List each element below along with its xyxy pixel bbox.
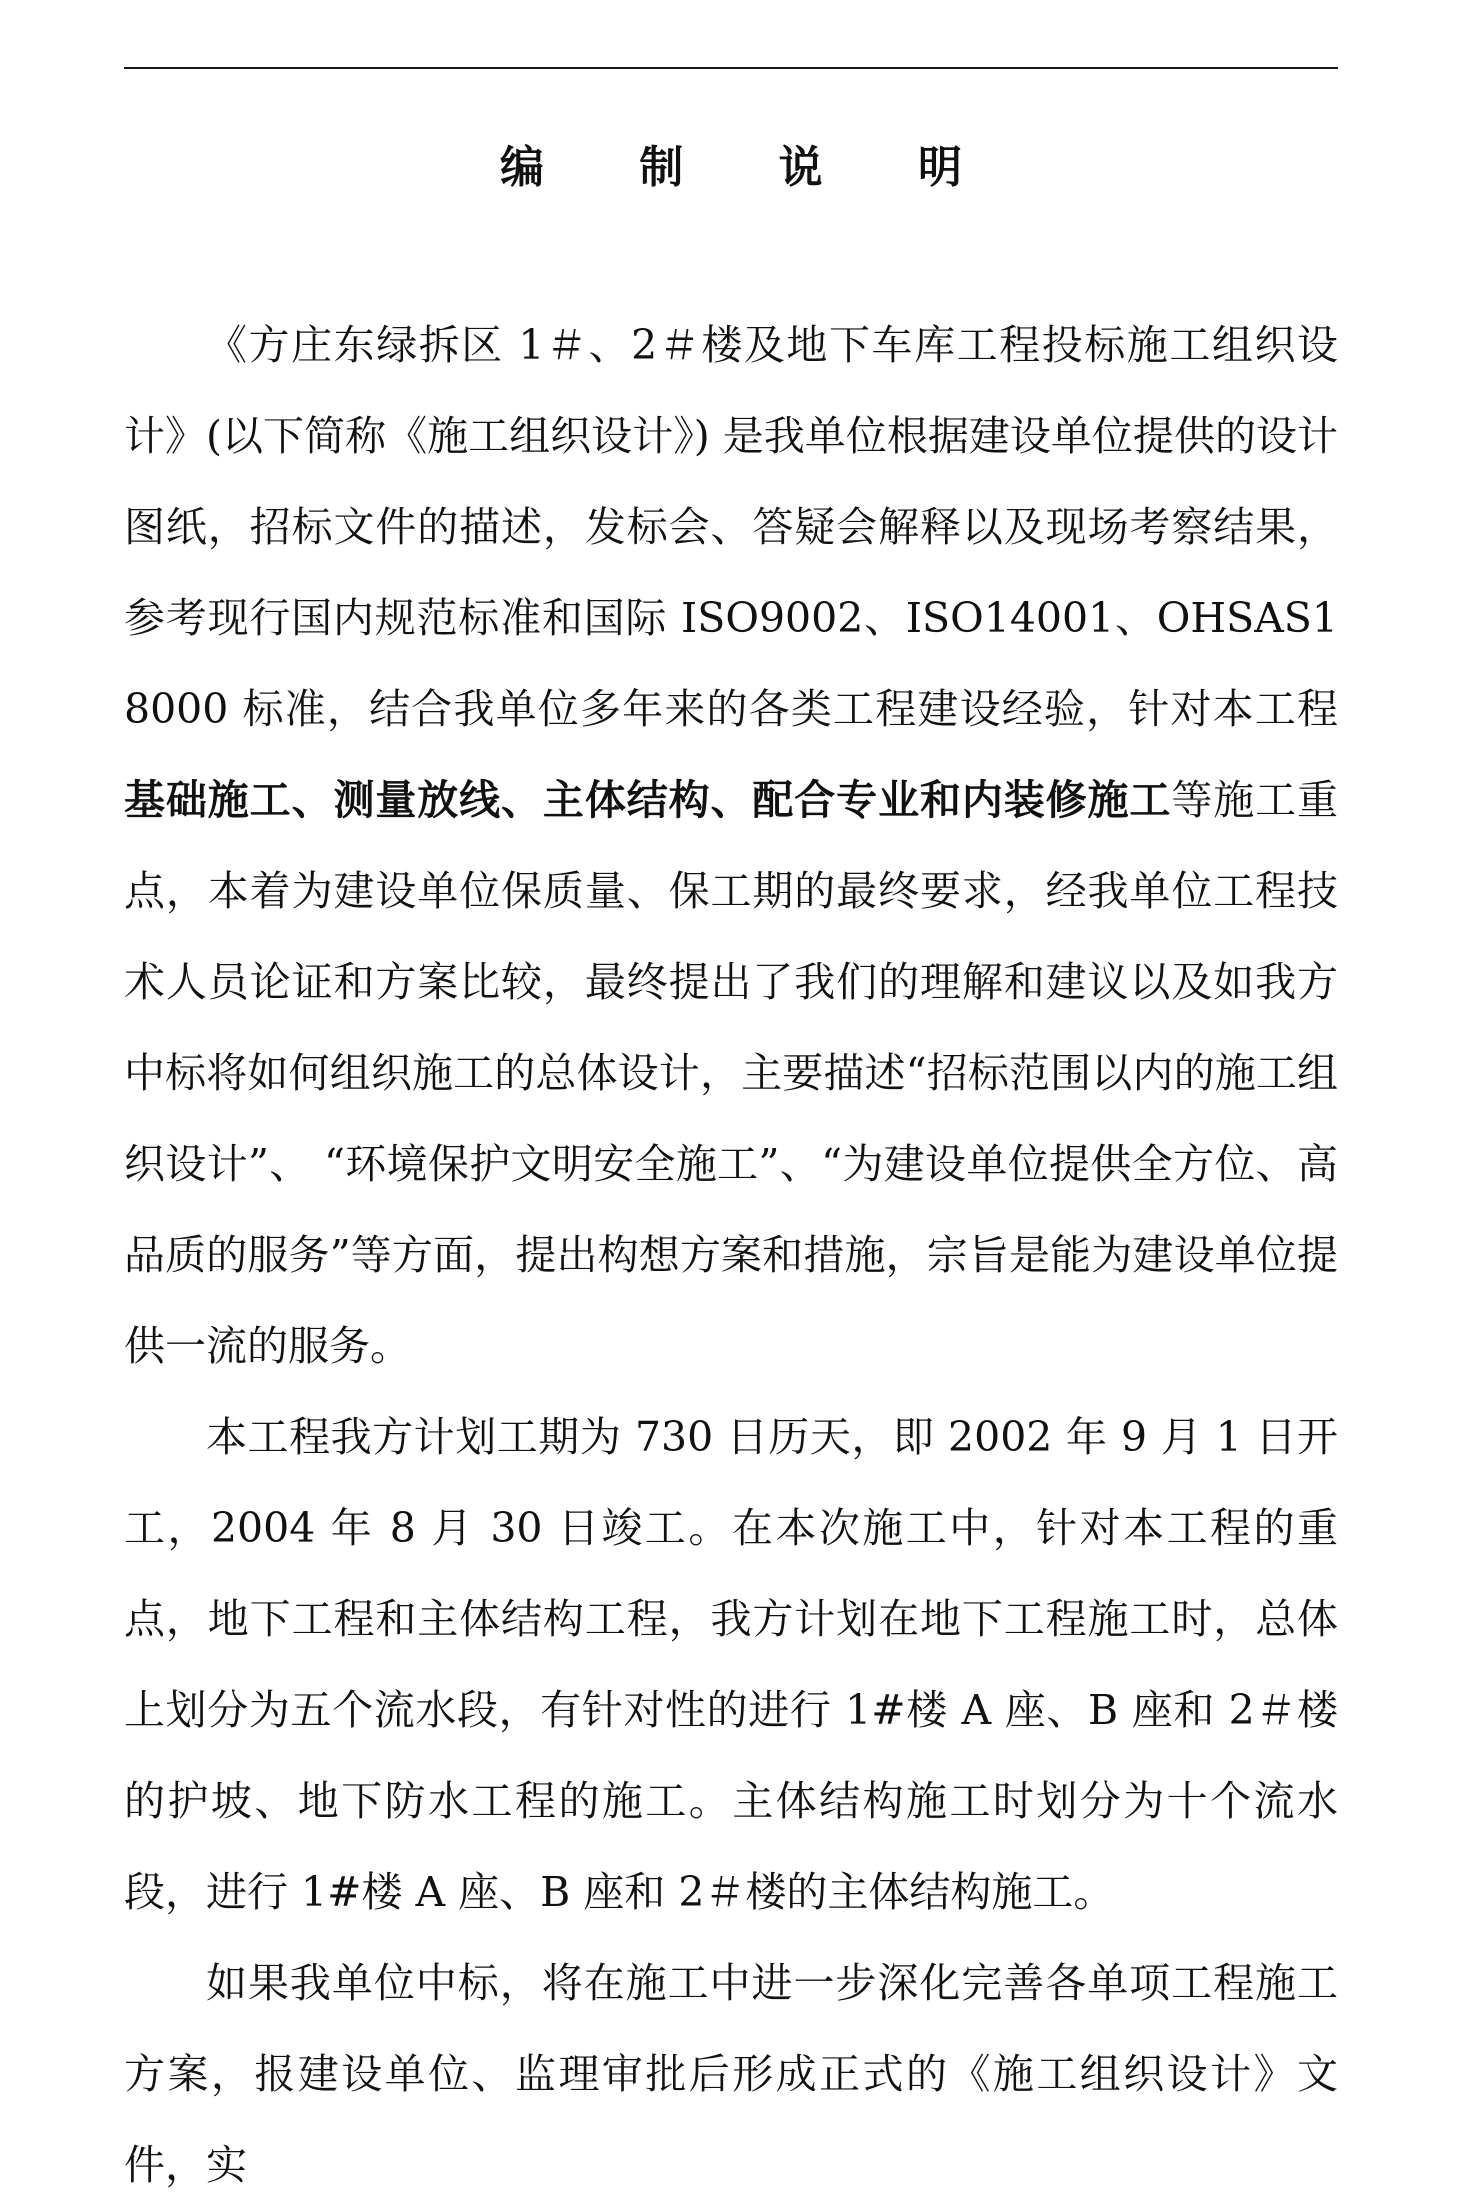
- header-rule: [124, 67, 1338, 69]
- page-title: 编 制 说 明: [500, 142, 1002, 193]
- paragraph-schedule: 本工程我方计划工期为 730 日历天，即 2002 年 9 月 1 日开工，2004 年 8 月 30 日竣工。在本次施工中，针对本工程的重点，地下工程和主体结构工程，我方计划在地下工程施工时，总体上划分为五个流水段，有针对性的进行 1#楼 A 座、B 座和 2＃楼的护坡、地下防水工程的施工。主体结构施工时划分为十个流水段，进行 1#楼 A 座、B 座和 2＃楼的主体结构施工。: [124, 1413, 1338, 1916]
- paragraph-intro-text-1: 《方庄东绿拆区 1＃、2＃楼及地下车库工程投标施工组织设计》(以下简称《施工组织设计》) 是我单位根据建设单位提供的设计图纸，招标文件的描述，发标会、答疑会解释以及现场考察结果，参考现行国内规范标准和国际 ISO9002、ISO14001、OHSAS18000 标准，结合我单位多年来的各类工程建设经验，针对本工程: [124, 321, 1338, 733]
- paragraph-bid-commitment: 如果我单位中标，将在施工中进一步深化完善各单项工程施工方案，报建设单位、监理审批后形成正式的《施工组织设计》文件，实: [124, 1959, 1338, 2189]
- document-body: [124, 300, 1338, 2211]
- paragraph-intro-bold-text: 基础施工、测量放线、主体结构、配合专业和内装修施工: [124, 776, 1172, 824]
- paragraph-intro: [124, 300, 1338, 1392]
- paragraph-intro-text-2: 等施工重点，本着为建设单位保质量、保工期的最终要求，经我单位工程技术人员论证和方案比较，最终提出了我们的理解和建议以及如我方中标将如何组织施工的总体设计，主要描述“招标范围以内的施工组织设计”、 “环境保护文明安全施工”、“为建设单位提供全方位、高品质的服务”等方面，提出构想方案和措施，宗旨是能为建设单位提供一流的服务。: [124, 776, 1339, 1370]
